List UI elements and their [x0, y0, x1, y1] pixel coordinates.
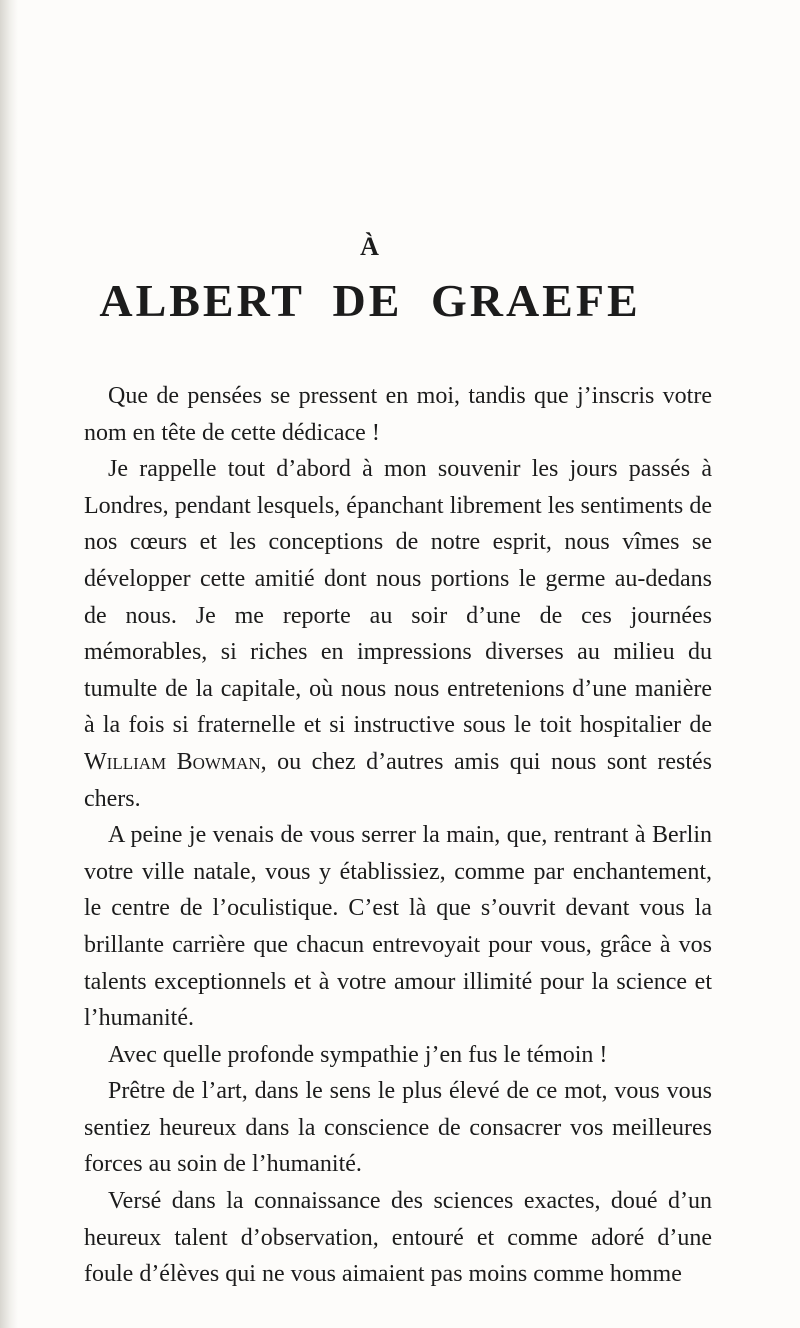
paragraph-4 — [84, 1037, 712, 1074]
paragraph-1-text: Que de pensées se pressent en moi, tandis que j’inscris votre nom en tête de cette dédicace ! — [84, 383, 712, 446]
page-binding-shadow — [0, 0, 18, 1328]
paragraph-5-text: Prêtre de l’art, dans le sens le plus élevé de ce mot, vous vous sentiez heureux dans la conscience de consacrer vos meilleures forces au soin de l’humanité. — [84, 1078, 712, 1178]
paragraph-5 — [84, 1073, 712, 1183]
paragraph-6 — [84, 1183, 712, 1293]
dedication-preposition: À — [360, 232, 380, 261]
dedication-body — [84, 378, 712, 1293]
paragraph-4-text: Avec quelle profonde sympathie j’en fus le témoin ! — [108, 1041, 608, 1068]
paragraph-6-text: Versé dans la connaissance des sciences exactes, doué d’un heureux talent d’observation, entouré et comme adoré d’une foule d’élèves qui ne vous aimaient pas moins comme homme — [84, 1188, 712, 1288]
dedication-title: ALBERT DE GRAEFE — [99, 275, 641, 326]
paragraph-2 — [84, 451, 712, 817]
paragraph-3-text: A peine je venais de vous serrer la main, que, rentrant à Berlin votre ville natale, vous y établissiez, comme par enchantement, le centre de l’oculistique. C’est là que s’ouvrit devant vous la brillante carrière que chacun entrevoyait pour vous, grâce à vos talents exceptionnels et à votre amour illimité pour la science et l’humanité. — [84, 822, 712, 1032]
paragraph-2-text-after: , ou chez d’autres amis qui nous sont restés chers. — [84, 748, 712, 812]
person-name: William Bowman — [84, 748, 261, 775]
paragraph-3 — [84, 817, 712, 1037]
paragraph-1 — [84, 378, 712, 451]
paragraph-2-text-before: Je rappelle tout d’abord à mon souvenir les jours passés à Londres, pendant lesquels, épanchant librement les sentiments de nos cœurs et les conceptions de notre esprit, nous vîmes se développer cette amitié dont nous portions le germe au-dedans de nous. Je me reporte au soir d’une de ces journées mémorables, si riches en impressions diverses au milieu du tumulte de la capitale, où nous nous entretenions d’une manière à la fois si fraternelle et si instructive sous le toit hospitalier de — [84, 456, 712, 739]
